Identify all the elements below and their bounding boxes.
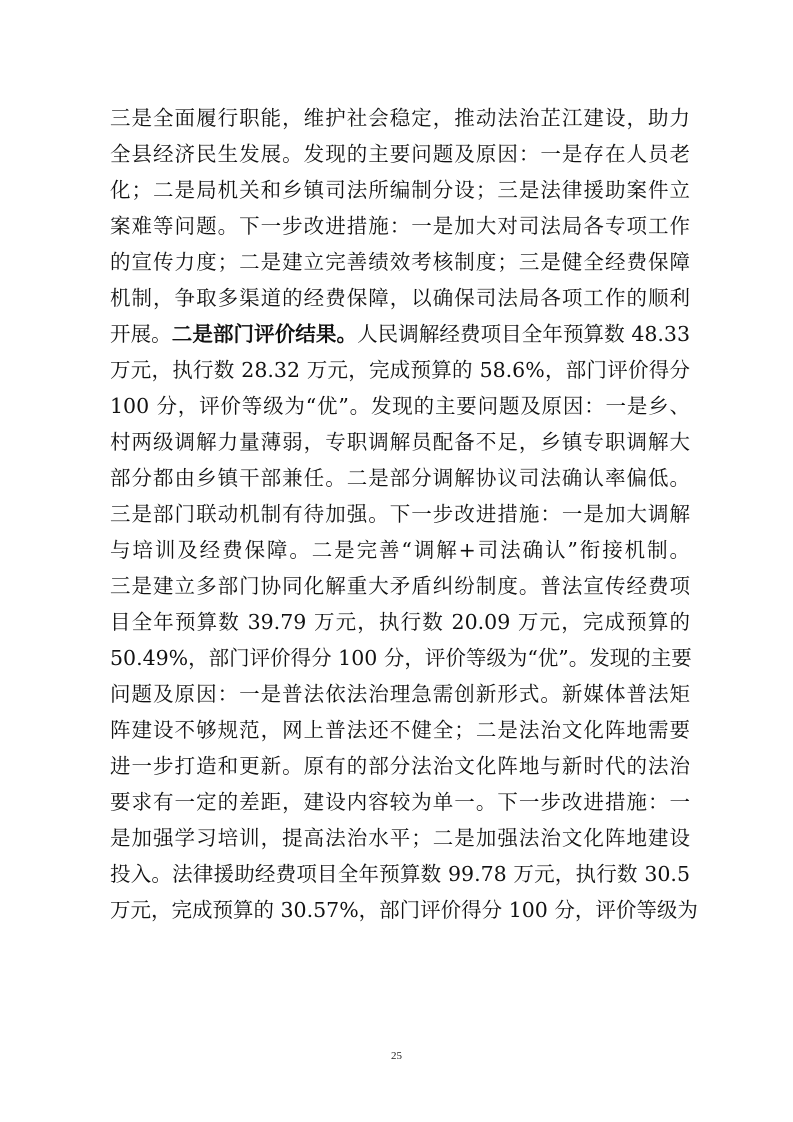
text-line-21: 是加强学习培训，提高法治水平；二是加强法治文化阵地建设 bbox=[110, 826, 690, 850]
text-line-22: 投入。法律援助经费项目全年预算数 99.78 万元，执行数 30.5 bbox=[110, 862, 690, 886]
text-line-4: 案难等问题。下一步改进措施：一是加大对司法局各专项工作 bbox=[110, 214, 690, 238]
text-line-20: 要求有一定的差距，建设内容较为单一。下一步改进措施：一 bbox=[110, 790, 690, 814]
text-line-10: 村两级调解力量薄弱，专职调解员配备不足，乡镇专职调解大 bbox=[110, 430, 690, 454]
text-line-11: 部分都由乡镇干部兼任。二是部分调解协议司法确认率偏低。 bbox=[110, 466, 690, 490]
text-line-15: 目全年预算数 39.79 万元，执行数 20.09 万元，完成预算的 bbox=[110, 610, 690, 634]
text-line-17: 问题及原因：一是普法依法治理急需创新形式。新媒体普法矩 bbox=[110, 682, 690, 706]
text-line-23: 万元，完成预算的 30.57%，部门评价得分 100 分，评价等级为 bbox=[110, 898, 698, 922]
text-line-8: 万元，执行数 28.32 万元，完成预算的 58.6%，部门评价得分 bbox=[110, 358, 690, 382]
text-line-7 bbox=[110, 316, 690, 352]
text-line-1: 三是全面履行职能，维护社会稳定，推动法治芷江建设，助力 bbox=[110, 106, 690, 130]
text-line-7-start: 开展。 bbox=[110, 322, 172, 346]
text-line-14: 三是建立多部门协同化解重大矛盾纠纷制度。普法宣传经费项 bbox=[110, 574, 690, 598]
body-text bbox=[110, 100, 698, 928]
text-line-3: 化；二是局机关和乡镇司法所编制分设；三是法律援助案件立 bbox=[110, 178, 690, 202]
text-line-19: 进一步打造和更新。原有的部分法治文化阵地与新时代的法治 bbox=[110, 754, 690, 778]
text-line-5: 的宣传力度；二是建立完善绩效考核制度；三是健全经费保障 bbox=[110, 250, 690, 274]
text-line-16: 50.49%，部门评价得分 100 分，评价等级为“优”。发现的主要 bbox=[110, 646, 692, 670]
page-number: 25 bbox=[391, 1050, 402, 1062]
text-line-18: 阵建设不够规范，网上普法还不健全；二是法治文化阵地需要 bbox=[110, 718, 690, 742]
section-heading-evaluation-results: 二是部门评价结果。 bbox=[171, 322, 358, 346]
text-line-9: 100 分，评价等级为“优”。发现的主要问题及原因：一是乡、 bbox=[110, 394, 690, 418]
text-line-2: 全县经济民生发展。发现的主要问题及原因：一是存在人员老 bbox=[110, 142, 690, 166]
text-line-12: 三是部门联动机制有待加强。下一步改进措施：一是加大调解 bbox=[110, 502, 690, 526]
text-line-6: 机制，争取多渠道的经费保障，以确保司法局各项工作的顺利 bbox=[110, 286, 690, 310]
text-line-7-end: 人民调解经费项目全年预算数 48.33 bbox=[357, 322, 691, 346]
text-line-13: 与培训及经费保障。二是完善“调解+司法确认”衔接机制。 bbox=[110, 538, 690, 562]
